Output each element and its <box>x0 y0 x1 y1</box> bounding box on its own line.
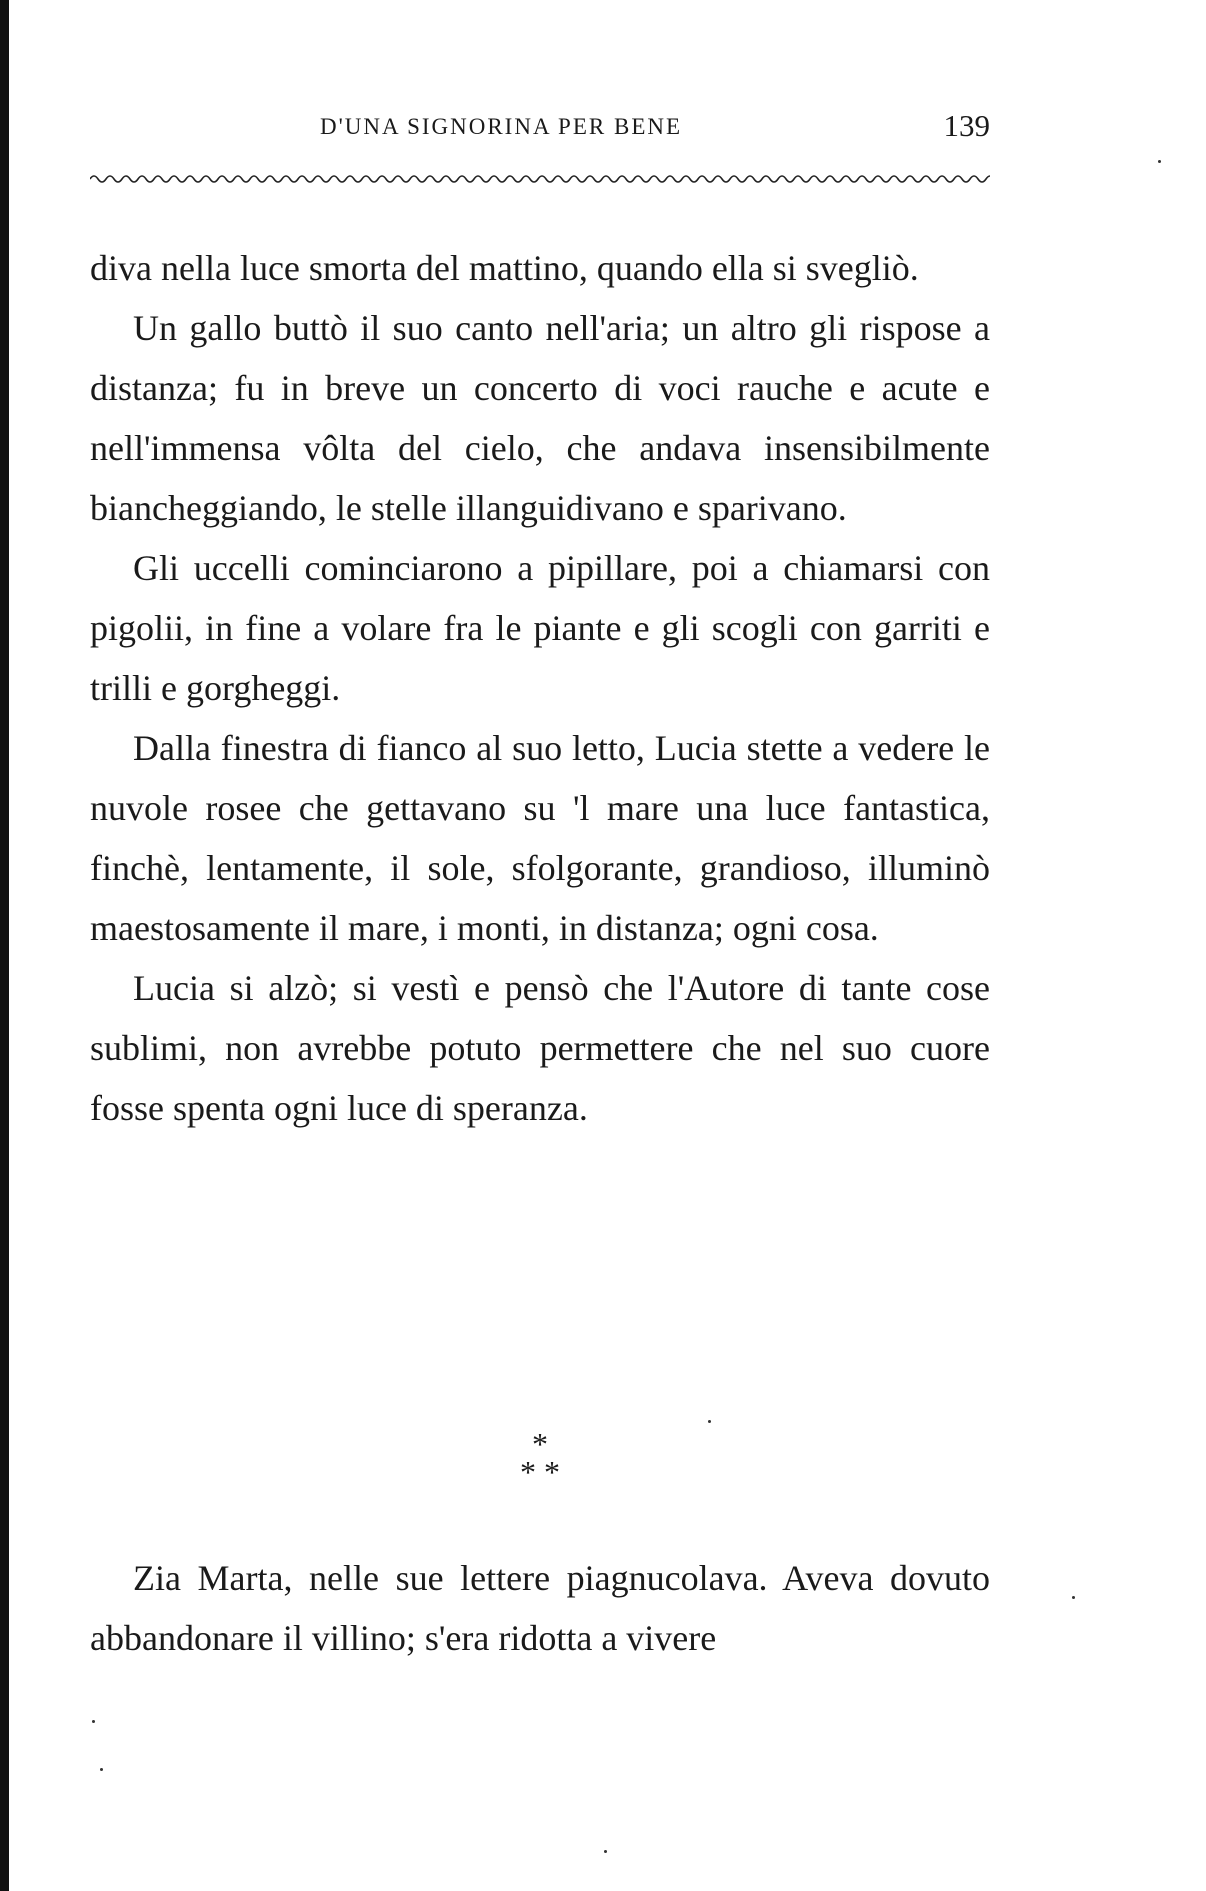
scan-speck <box>708 1420 711 1423</box>
paragraph-1: diva nella luce smorta del mattino, quando ella si svegliò. <box>90 248 919 288</box>
paragraph-2: Un gallo buttò il suo canto nell'aria; un altro gli rispose a distanza; fu in breve un concerto di voci rauche e acute e nell'immensa vôlta del cielo, che andava insensibilmente biancheggiando, le stelle illanguidivano e sparivano. <box>90 308 990 528</box>
wavy-rule-divider <box>90 168 990 190</box>
book-page <box>90 0 990 1891</box>
page-binding-edge <box>0 0 9 1891</box>
scan-speck <box>604 1850 607 1853</box>
asterism-bottom: * * <box>520 1454 560 1490</box>
paragraph-5: Lucia si alzò; si vestì e pensò che l'Autore di tante cose sublimi, non avrebbe potuto permettere che nel suo cuore fosse spenta ogni luce di speranza. <box>90 968 990 1128</box>
running-title: D'UNA SIGNORINA PER BENE <box>320 114 683 139</box>
scan-speck <box>1072 1596 1075 1599</box>
asterism-section-break <box>90 1426 990 1490</box>
section-two-text <box>90 1548 990 1668</box>
paragraph-6: Zia Marta, nelle sue lettere piagnucolava. Aveva dovuto abbandonare il villino; s'era ridotta a vivere <box>90 1558 990 1658</box>
scan-speck <box>1158 160 1161 163</box>
page-number: 139 <box>943 108 990 143</box>
paragraph-3: Gli uccelli cominciarono a pipillare, poi a chiamarsi con pigolii, in fine a volare fra le piante e gli scogli con garriti e trilli e gorgheggi. <box>90 548 990 708</box>
scan-speck <box>100 1768 103 1771</box>
running-head <box>90 108 990 154</box>
paragraph-4: Dalla finestra di fianco al suo letto, Lucia stette a vedere le nuvole rosee che gettavano su 'l mare una luce fantastica, finchè, lentamente, il sole, sfolgorante, grandioso, illuminò maestosamente il mare, i monti, in distanza; ogni cosa. <box>90 728 990 948</box>
scan-speck <box>92 1720 95 1723</box>
asterism-top: * <box>532 1426 548 1462</box>
main-text <box>90 238 990 1138</box>
